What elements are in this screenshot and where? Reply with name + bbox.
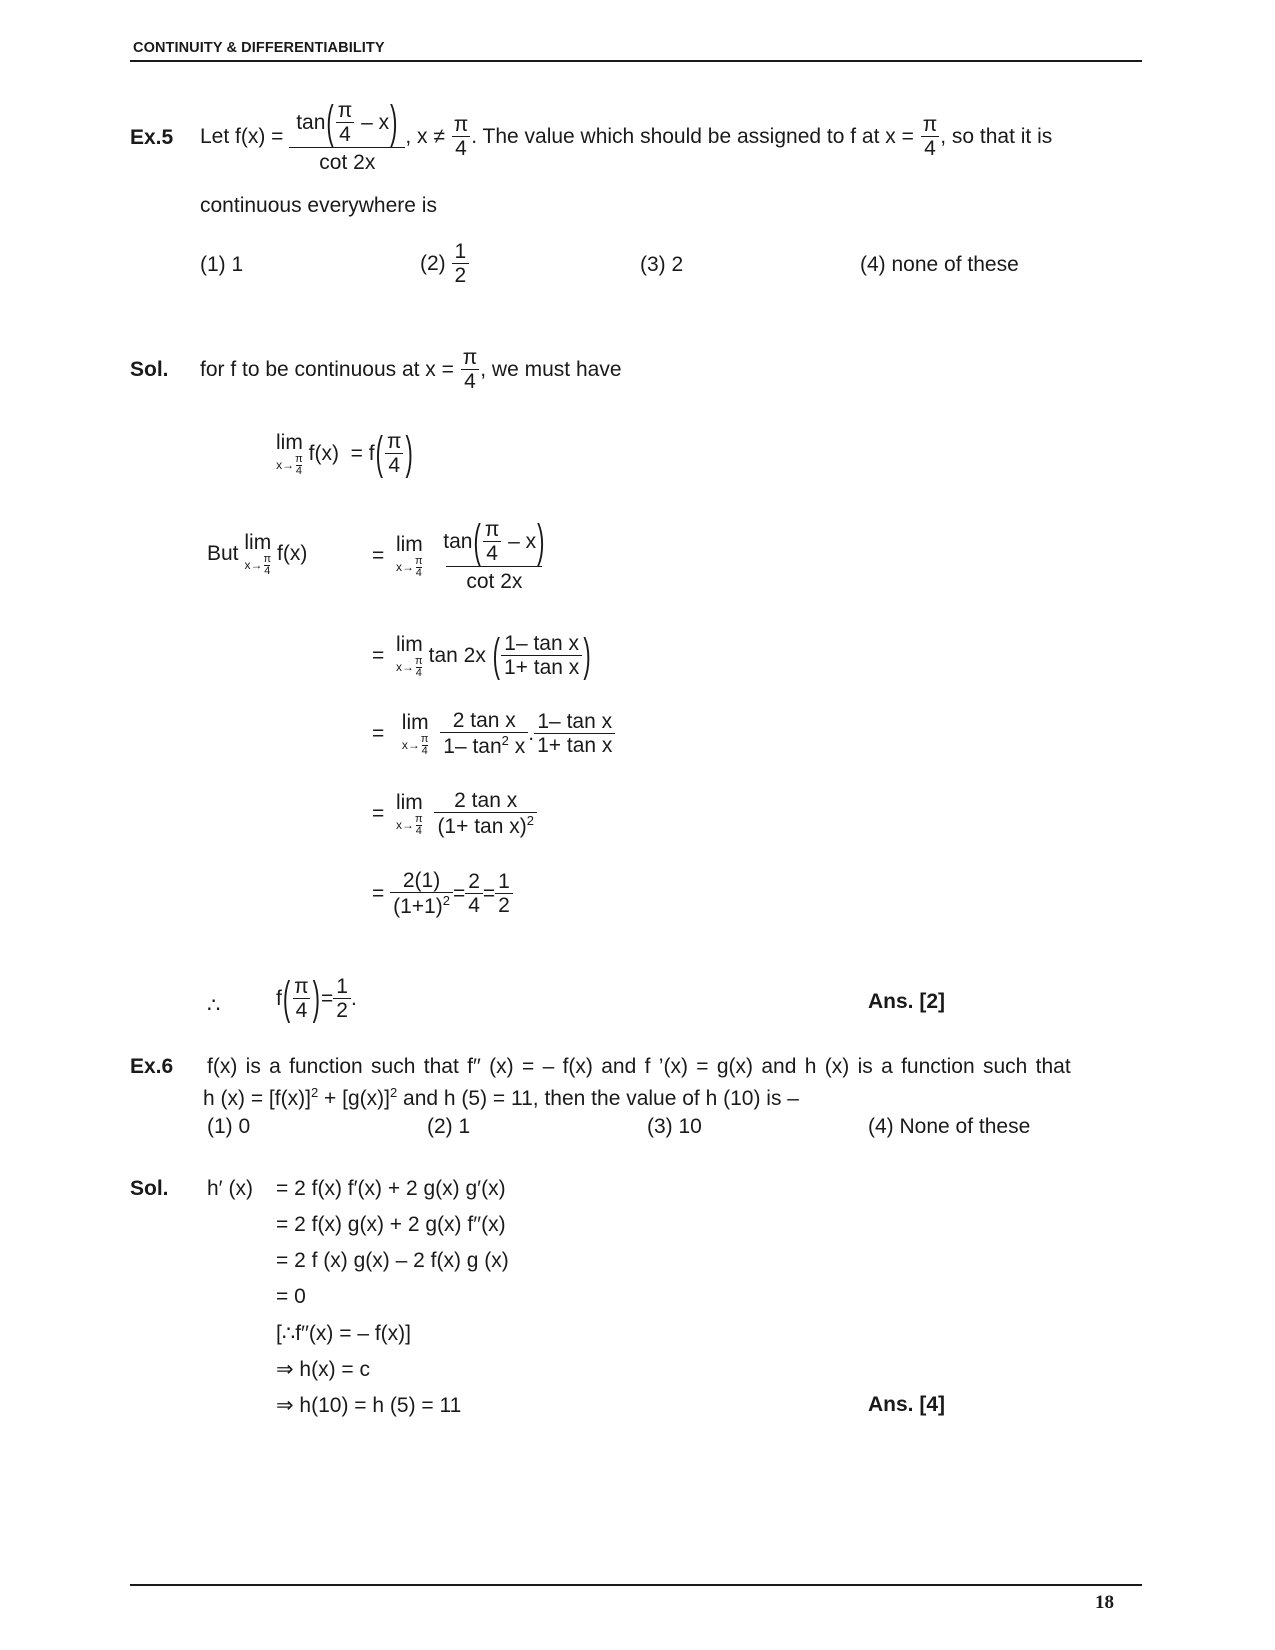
pi: π [263, 553, 272, 566]
left-paren: ( [326, 96, 334, 149]
right-paren: ) [312, 971, 320, 1025]
pi: π [922, 112, 938, 136]
period: . [350, 987, 357, 1010]
fx-text: f(x) [308, 442, 339, 465]
equals-sign: = [372, 882, 385, 905]
lim-text: lim [244, 530, 272, 554]
equals-sign: = [321, 987, 334, 1010]
equals-f: = f [350, 442, 375, 465]
exponent: 2 [442, 893, 450, 908]
cot-2x: cot 2x [289, 147, 405, 174]
equals-sign: = [372, 544, 385, 567]
limit-operator [402, 711, 429, 757]
denominator-a: 1– tan [443, 735, 502, 758]
minus-x: – x [361, 111, 390, 135]
numerator: 1– tan x [537, 709, 613, 733]
footer-rule [130, 1584, 1142, 1586]
exponent: 2 [310, 1085, 319, 1100]
ex5-text-mid: . The value which should be assigned to f at x = [471, 125, 914, 148]
header-rule [130, 60, 1142, 62]
pi: π [415, 555, 423, 568]
solution-label: Sol. [130, 358, 169, 381]
right-paren: ) [405, 426, 413, 480]
ex6-option-2: (2) 1 [427, 1115, 471, 1138]
text: h (x) = [f(x)] [203, 1087, 311, 1110]
step1-fraction [440, 515, 548, 593]
numerator: 1 [498, 869, 510, 893]
denominator: 4 [465, 893, 483, 917]
tan-text: tan [296, 111, 326, 135]
solution-label: Sol. [130, 1177, 169, 1200]
ex5-option-4: (4) none of these [860, 253, 1019, 276]
exponent: 2 [526, 813, 534, 828]
pi: π [386, 429, 402, 453]
four: 4 [385, 453, 403, 477]
equals-sign: = [452, 882, 466, 905]
example-label: Ex.5 [130, 126, 174, 149]
sol6-line: [∴f′′(x) = – f(x)] [276, 1322, 411, 1345]
numerator: 2 [468, 869, 480, 893]
example-label: Ex.6 [130, 1055, 174, 1078]
option-label: (2) [420, 252, 446, 275]
pi: π [462, 345, 478, 369]
denominator: (1+ tan x) [437, 815, 527, 838]
x-arrow: x→ [396, 659, 415, 674]
pi: π [415, 813, 423, 826]
f-text: f [276, 987, 282, 1010]
numerator: 2(1) [402, 868, 441, 892]
page-header-title: CONTINUITY & DIFFERENTIABILITY [133, 40, 385, 56]
left-paren: ( [375, 426, 383, 480]
right-paren: ) [583, 628, 591, 682]
derivation-step-5 [372, 860, 513, 928]
derivation-step-3 [372, 700, 615, 768]
x-arrow: x→ [244, 557, 263, 572]
sol6-line: = 2 f(x) g(x) + 2 g(x) f′′(x) [276, 1213, 506, 1236]
ex5-option-1: (1) 1 [200, 253, 244, 276]
but-limit-lhs [207, 520, 307, 588]
answer-label: Ans. [4] [868, 1393, 946, 1416]
ex5-question-line [200, 82, 1052, 192]
right-paren: ) [390, 96, 398, 149]
lim-text: lim [395, 790, 423, 814]
pi: π [295, 453, 303, 466]
ex5-function-fraction [289, 96, 405, 174]
four: 4 [461, 369, 479, 393]
fx-text: f(x) [277, 542, 308, 565]
four: 4 [421, 745, 428, 758]
tan-2x: tan 2x [428, 644, 486, 667]
tan-text: tan [443, 530, 473, 554]
denominator: 2 [495, 893, 513, 917]
x-arrow: x→ [276, 457, 295, 472]
pi: π [453, 112, 469, 136]
page-number: 18 [1095, 1592, 1114, 1613]
but-text: But [207, 542, 239, 565]
therefore-symbol: ∴ [207, 994, 221, 1017]
lim-text: lim [401, 710, 429, 734]
continuity-condition [276, 420, 414, 488]
four: 4 [452, 136, 470, 160]
exponent: 2 [501, 733, 509, 748]
two: 2 [452, 263, 470, 287]
answer-label: Ans. [2] [868, 990, 946, 1013]
text: and h (5) = 11, then the value of h (10) is – [397, 1087, 799, 1110]
left-paren: ( [282, 971, 291, 1025]
sol6-line: = 2 f (x) g(x) – 2 f(x) g (x) [276, 1249, 509, 1272]
equals-sign: = [372, 644, 385, 667]
equals-sign: = [372, 722, 385, 745]
ex6-option-4: (4) None of these [868, 1115, 1031, 1138]
lim-text: lim [395, 632, 423, 656]
four: 4 [264, 565, 271, 578]
denominator: 1+ tan x [501, 655, 582, 679]
limit-operator [396, 791, 423, 837]
four: 4 [415, 825, 422, 838]
ex5-condition: , x ≠ [405, 125, 445, 148]
minus-x: – x [508, 530, 537, 554]
ex5-question-line2: continuous everywhere is [200, 194, 437, 217]
sol6-line: = 0 [276, 1285, 306, 1308]
four: 4 [293, 998, 311, 1022]
derivation-step-2 [372, 622, 592, 690]
sol5-intro-line [200, 340, 622, 400]
four: 4 [483, 541, 501, 565]
denominator-b: x [508, 735, 526, 758]
sol6-line: ⇒ h(10) = h (5) = 11 [276, 1394, 462, 1417]
conclusion-equation [276, 965, 357, 1033]
denominator: 1+ tan x [534, 733, 615, 757]
pi: π [337, 99, 353, 123]
four: 4 [336, 122, 354, 146]
four: 4 [415, 667, 422, 680]
denominator: (1+1) [393, 895, 443, 918]
equals-sign: = [482, 882, 496, 905]
right-paren: ) [537, 515, 545, 568]
pi: π [415, 655, 423, 668]
ex6-question-line1: f(x) is a function such that f′′ (x) = – f(x) and f ’(x) = g(x) and h (x) is a function such that [207, 1055, 1071, 1078]
x-arrow: x→ [396, 559, 415, 574]
ex6-option-3: (3) 10 [647, 1115, 702, 1138]
four: 4 [415, 567, 422, 580]
dot-product: . [528, 722, 535, 745]
pi: π [484, 518, 500, 542]
sol6-line: ⇒ h(x) = c [276, 1358, 371, 1381]
numerator: 2 tan x [454, 788, 518, 812]
x-arrow: x→ [401, 737, 420, 752]
ex5-intro: Let f(x) = [200, 125, 284, 148]
ex5-text-end: , so that it is [940, 125, 1053, 148]
four: 4 [921, 136, 939, 160]
one: 1 [336, 974, 348, 998]
left-paren: ( [492, 628, 500, 682]
ex6-option-1: (1) 0 [207, 1115, 251, 1138]
pi: π [420, 733, 429, 746]
numerator: 1– tan x [504, 631, 580, 655]
left-paren: ( [473, 515, 481, 568]
derivation-step-4 [372, 780, 537, 848]
numerator: 2 tan x [452, 708, 516, 732]
x-arrow: x→ [396, 817, 415, 832]
one: 1 [454, 239, 467, 263]
lim-text: lim [276, 430, 303, 454]
sol6-line: = 2 f(x) f′(x) + 2 g(x) g′(x) [276, 1177, 506, 1200]
limit-operator [396, 633, 423, 679]
ex5-option-3: (3) 2 [640, 253, 684, 276]
exponent: 2 [389, 1085, 398, 1100]
lim-text: lim [395, 532, 423, 556]
text: + [g(x)] [318, 1087, 390, 1110]
sol6-lhs: h′ (x) [207, 1177, 253, 1200]
sol5-text: for f to be continuous at x = [200, 358, 454, 381]
ex6-question-line2 [203, 1085, 799, 1111]
ex5-option-2 [420, 234, 469, 294]
pi: π [294, 974, 309, 998]
four: 4 [295, 465, 302, 478]
two: 2 [333, 998, 351, 1022]
limit-operator [396, 533, 423, 579]
limit-operator [244, 531, 271, 577]
equals-sign: = [372, 802, 385, 825]
derivation-step-1 [372, 510, 549, 602]
limit-operator [276, 431, 303, 477]
cot-2x: cot 2x [446, 566, 542, 593]
sol5-text-tail: , we must have [480, 358, 622, 381]
